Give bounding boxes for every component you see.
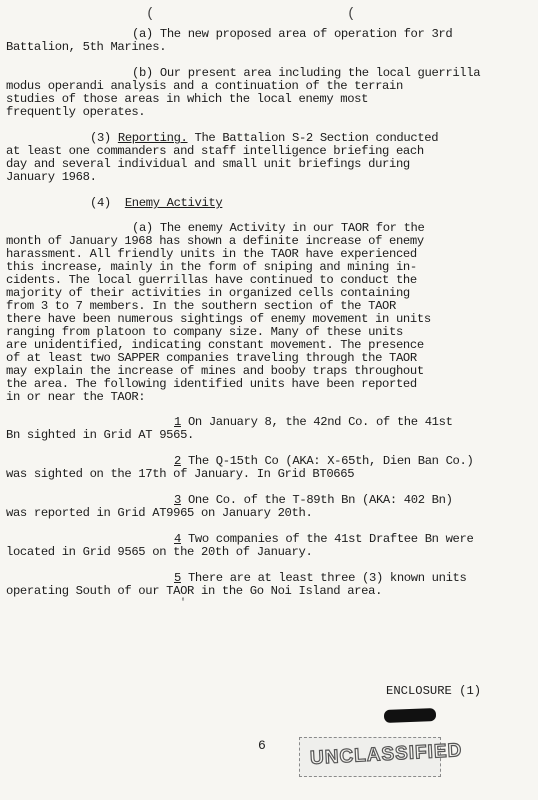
unit-3-line (174, 494, 453, 506)
item-a-line: Battalion, 5th Marines. (6, 40, 167, 54)
reporting-line: January 1968. (6, 170, 97, 184)
unit-number: 2 (174, 454, 181, 468)
unit-2-line (174, 455, 473, 467)
classification-stamp (299, 737, 463, 777)
page-number: 6 (258, 738, 266, 753)
enemy-activity-heading: Enemy Activity (124, 196, 223, 210)
enemy-activity-line: month of January 1968 has shown a definite increase of enemy (6, 234, 424, 248)
unit-text: There are at least three (3) known units (187, 571, 467, 585)
enemy-activity-line: ranging from platoon to company size. Many of these units (6, 325, 403, 339)
unit-4-line: located in Grid 9565 on the 20th of January. (6, 545, 313, 559)
unit-4-line (174, 533, 473, 545)
enemy-activity-line: cidents. The local guerrillas have continued to conduct the (6, 273, 417, 287)
unit-text: One Co. of the T-89th Bn (AKA: 402 Bn) (187, 493, 453, 507)
reporting-line: at least one commanders and staff intelligence briefing each (6, 144, 424, 158)
unit-3-line: was reported in Grid AT9965 on January 20th. (6, 506, 313, 520)
enemy-activity-line: there have been numerous sightings of enemy movement in units (6, 312, 431, 326)
reporting-number: (3) (90, 131, 111, 145)
enemy-activity-line: are unidentified, indicating constant movement. The presence (6, 338, 424, 352)
enemy-activity-heading-line (90, 197, 222, 209)
unit-number: 4 (174, 532, 181, 546)
redaction-mark (384, 708, 436, 723)
unit-2-line: was sighted on the 17th of January. In Grid BT0665 (6, 467, 355, 481)
enemy-activity-line: in or near the TAOR: (6, 390, 146, 404)
unit-text: Two companies of the 41st Draftee Bn were (187, 532, 474, 546)
enclosure-label: ENCLOSURE (1) (386, 684, 482, 698)
unit-number: 5 (174, 571, 181, 585)
margin-mark: ( (347, 6, 356, 22)
reporting-first-line (90, 132, 438, 144)
enemy-activity-line: majority of their activities in organized cells containing (6, 286, 410, 300)
unit-5-line: operating South of our TAOR in the Go Noi Island area. (6, 584, 383, 598)
unit-number: 1 (174, 415, 181, 429)
item-b-line: modus operandi analysis and a continuation of the terrain (6, 79, 403, 93)
unit-5-line (174, 572, 467, 584)
enemy-activity-line: of at least two SAPPER companies traveling through the TAOR (6, 351, 417, 365)
unit-1-line (174, 416, 453, 428)
enemy-activity-line: from 3 to 7 members. In the southern section of the TAOR (6, 299, 396, 313)
margin-mark: ( (146, 6, 155, 22)
item-b-line: studies of those areas in which the local enemy most (6, 92, 369, 106)
stamp-text: UNCLASSIFIED (309, 740, 463, 769)
enemy-activity-line: this increase, mainly in the form of sniping and mining in- (6, 260, 417, 274)
item-b-line: frequently operates. (6, 105, 146, 119)
enemy-activity-line: the area. The following identified units have been reported (6, 377, 417, 391)
reporting-line: The Battalion S-2 Section conducted (194, 131, 439, 145)
item-a-line: (a) The new proposed area of operation for 3rd (132, 27, 453, 41)
reporting-heading: Reporting. (117, 131, 188, 145)
unit-1-line: Bn sighted in Grid AT 9565. (6, 428, 195, 442)
reporting-line: day and several individual and small unit briefings during (6, 157, 410, 171)
margin-mark: ' (180, 598, 187, 609)
enemy-activity-line: may explain the increase of mines and booby traps throughout (6, 364, 424, 378)
enemy-activity-number: (4) (90, 196, 111, 210)
item-b-line: (b) Our present area including the local guerrilla (132, 66, 481, 80)
unit-text: On January 8, the 42nd Co. of the 41st (187, 415, 453, 429)
enemy-activity-line: (a) The enemy Activity in our TAOR for the (132, 221, 425, 235)
unit-number: 3 (174, 493, 181, 507)
unit-text: The Q-15th Co (AKA: X-65th, Dien Ban Co.) (187, 454, 474, 468)
enemy-activity-line: harassment. All friendly units in the TAOR have experienced (6, 247, 417, 261)
